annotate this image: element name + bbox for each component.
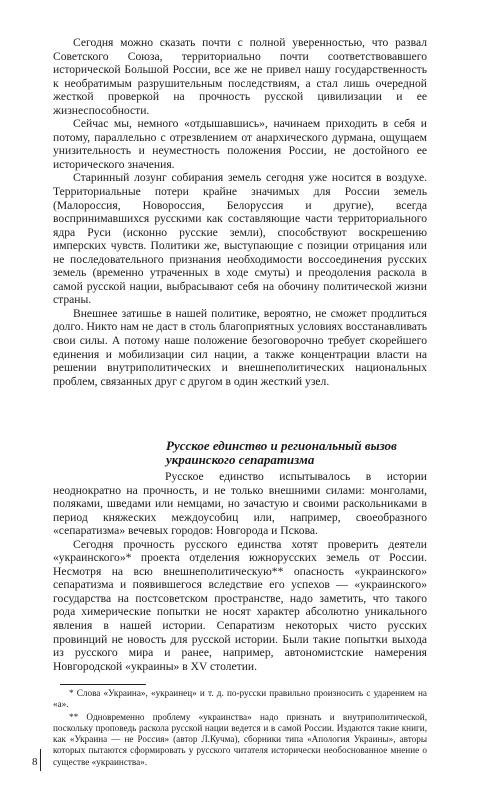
margin-rule	[40, 749, 41, 771]
footnote: * Слова «Украина», «украинец» и т. д. по-русски правильно произносить с ударением на «а».	[53, 688, 427, 710]
page-number: 8	[32, 756, 38, 768]
paragraph: Сегодня можно сказать почти с полной уверенностью, что развал Советского Союза, территориально почти соответствовавшего исторической Большой России, все же не привел нашу государственность к необратимым разрушительным последствиям, а стал лишь очередной жесткой проверкой на прочность русской цивилизации и ее жизнеспособности.	[53, 36, 427, 117]
section-heading-line-2: украинского сепаратизма	[166, 452, 315, 467]
paragraph: Внешнее затишье в нашей политике, вероятно, не сможет продлиться долго. Никто нам не даст в столь благоприятных условиях восстанавливать свои силы. А потому наше положение безоговорочно требует скорейшего единения и мобилизации сил нации, а также концентрации власти на решении внутриполитических и внешнеполитических национальных проблем, связанных друг с другом в один жесткий узел.	[53, 306, 427, 388]
upper-text-section	[53, 36, 427, 388]
footnote: ** Одновременно проблему «украинства» надо признать и внутриполитической, поскольку проповедь раскола русской нации ведется и в самой России. Издаются такие книги, как «Украина — не Россия» (автор Л.Кучма), сборники типа «Апология Украины», авторы которых пытаются сформировать у русского читателя исторически необоснованное мнение о существе «украинства».	[53, 712, 427, 767]
section-heading-line-1: Русское единство и региональный вызов	[166, 438, 397, 453]
paragraph: Русское единство испытывалось в истории неоднократно на прочность, и не только внешними силами: монголами, поляками, шведами или немцами, но зачастую и своими раскольниками в период княжеских междоусобиц или, например, своеобразного «сепаратизма» вечевых городов: Новгорода и Пскова.	[53, 470, 427, 538]
footnotes	[53, 688, 427, 770]
paragraph: Сегодня прочность русского единства хотят проверить деятели «украинского»* проекта отделения южнорусских земель от России. Несмотря на всю внешнеполитическую** опасность «украинского» сепаратизма и появившегося вследствие его успехов — «украинского» государства на постсоветском пространстве, надо заметить, что такого рода химерические попытки не носят характер абсолютно уникального явления в нашей истории. Сепаратизм некоторых чисто русских провинций не новость для русской истории. Были такие попытки выхода из русского мира и ранее, например, автономистские намерения Новгородской «украины» в XV столетии.	[53, 537, 427, 673]
section-heading	[166, 439, 426, 467]
paragraph: Сейчас мы, немного «отдышавшись», начинаем приходить в себя и потому, параллельно с отрезвлением от анархического дурмана, ощущаем унизительность и неуместность положения России, не достойного ее исторического значения.	[53, 117, 427, 171]
paragraph: Старинный лозунг собирания земель сегодня уже носится в воздухе. Территориальные потери крайне значимых для России земель (Малороссия, Новороссия, Белоруссия и другие), всегда воспринимавшихся русскими как составляющие части территориального ядра Руси (исконно русские земли), способствуют воскрешению имперских чувств. Политики же, выступающие с позиции отрицания или не последовательного признания необходимости воссоединения русских земель (временно утраченных в ходе смуты) и преодоления раскола в самой русской нации, выбрасывают себя на обочину политической жизни страны.	[53, 171, 427, 307]
footnote-divider	[60, 684, 146, 685]
lower-text-section	[53, 470, 427, 673]
